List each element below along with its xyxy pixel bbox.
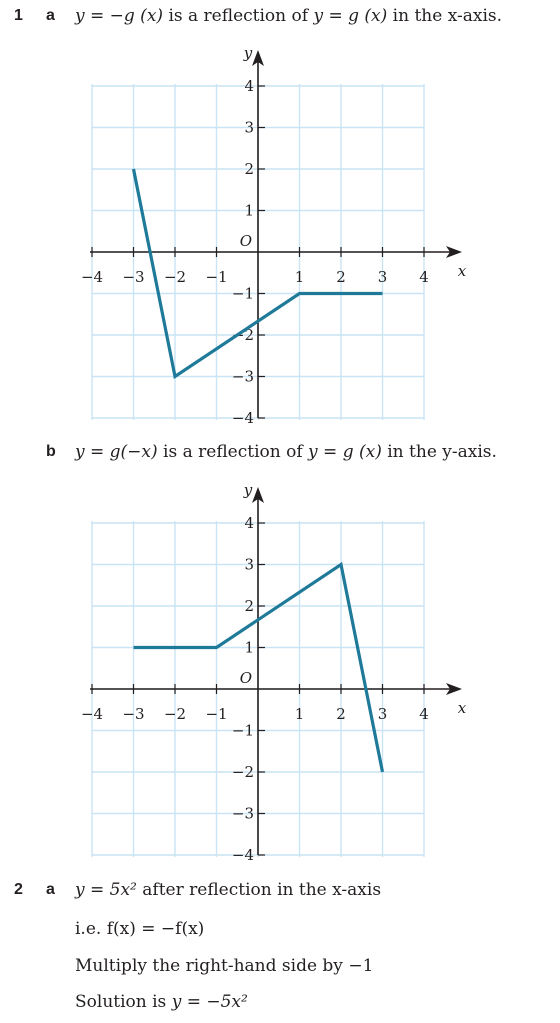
graph-1a [0,30,560,430]
y-tick-label: −3 [231,367,254,386]
answer-line-3: Multiply the right-hand side by −1 [75,956,374,976]
x-tick-label: −4 [80,268,104,286]
question-number: 2 [14,881,23,898]
y-tick-label: −1 [231,284,254,303]
y-tick-label: 2 [244,597,254,615]
x-tick-label: 1 [294,268,305,286]
x-tick-label: −1 [205,705,228,723]
y-tick-label: 2 [244,160,254,178]
caption-1a-equation: y = −g (x) [75,6,164,26]
caption-1a-equation2: y = g (x) [313,6,388,26]
part-letter-1b: b [46,443,56,460]
x-axis-label: x [457,262,467,280]
y-tick-label: 3 [244,555,254,574]
solution-label: Solution is [75,992,172,1012]
caption-1a [75,6,502,26]
caption-1b-equation: y = g(−x) [75,442,158,462]
caption-1a-end: in the x-axis. [387,6,503,26]
y-tick-label: 1 [244,638,254,657]
x-tick-label: 3 [377,705,388,723]
question-number: 1 [14,7,23,24]
graph-1b [0,466,560,876]
y-tick-label: −2 [231,763,254,781]
caption-1b-equation2: y = g (x) [308,442,382,462]
y-tick-label: −4 [231,409,254,427]
x-tick-label: −2 [163,705,187,723]
answer-equation: y = 5x² [75,880,137,900]
caption-1b-text: is a reflection of [157,442,309,462]
x-tick-label: −1 [205,268,228,286]
y-tick-label: −2 [231,326,254,344]
x-tick-label: 2 [336,705,346,723]
x-tick-label: 1 [294,705,305,723]
y-tick-label: −3 [231,804,254,823]
x-tick-label: 3 [377,268,388,286]
y-tick-label: 1 [244,201,254,220]
answer-line-4 [75,992,248,1012]
y-tick-label: −4 [231,846,254,864]
origin-label: O [239,232,252,250]
caption-1b [75,442,497,462]
x-tick-label: 2 [336,268,346,286]
x-tick-label: −4 [80,705,104,723]
part-letter-2a: a [46,881,55,898]
x-tick-label: −2 [163,268,187,286]
y-tick-label: 3 [244,118,254,137]
answer-line-2: i.e. f(x) = −f(x) [75,919,205,939]
x-tick-label: −3 [122,268,145,286]
origin-label: O [239,669,252,687]
caption-1a-text: is a reflection of [163,6,314,26]
x-tick-label: −3 [122,705,145,723]
answer-line-1 [75,880,381,900]
x-tick-label: 4 [419,268,429,286]
y-axis-label: y [243,44,253,62]
y-tick-label: 4 [244,514,254,532]
x-axis-label: x [457,699,467,717]
x-tick-label: 4 [419,705,429,723]
part-letter-1a: a [46,7,55,24]
y-tick-label: −1 [231,721,254,740]
solution-equation: y = −5x² [171,992,248,1012]
caption-1b-end: in the y-axis. [381,442,497,462]
y-axis-label: y [243,481,253,499]
answer-text: after reflection in the x-axis [136,880,382,900]
y-tick-label: 4 [244,77,254,95]
